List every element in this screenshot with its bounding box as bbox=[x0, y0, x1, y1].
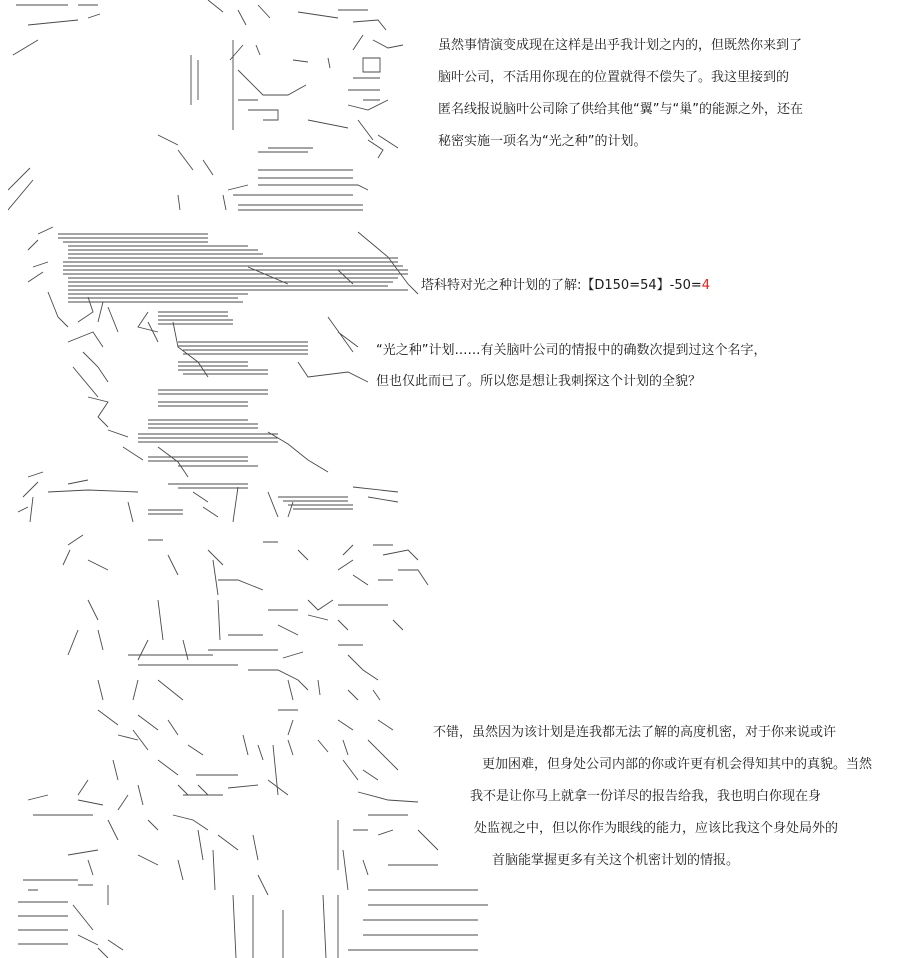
dialogue-line: 秘密实施一项名为“光之种”的计划。 bbox=[438, 134, 647, 149]
panel-2 bbox=[8, 222, 910, 522]
dialogue-line: 处监视之中，但以你作为眼线的能力，应该比我这个身处局外的 bbox=[474, 821, 839, 836]
panel-1 bbox=[8, 0, 910, 215]
dialogue-line: 但也仅此而已了。所以您是想让我刺探这个计划的全貌？ bbox=[376, 374, 702, 389]
dialogue-line: 不错，虽然因为该计划是连我都无法了解的高度机密，对于你来说或许 bbox=[433, 725, 837, 740]
ascii-art-figure-3 bbox=[8, 530, 910, 958]
dice-roll-text: 塔科特对光之种计划的了解:【D150=54】-50= bbox=[421, 278, 702, 293]
dialogue-line: 更加困难，但身处公司内部的你或许更有机会得知其中的真貌。当然 bbox=[482, 757, 873, 772]
dialogue-line: 我不是让你马上就拿一份详尽的报告给我，我也明白你现在身 bbox=[470, 789, 822, 804]
dialogue-line: 脑叶公司，不活用你现在的位置就得不偿失了。我这里接到的 bbox=[438, 70, 790, 85]
panel-3 bbox=[8, 530, 910, 958]
ascii-art-figure-2 bbox=[8, 222, 910, 522]
dice-roll-result: 4 bbox=[701, 278, 711, 293]
dialogue-line: “光之种”计划……有关脑叶公司的情报中的确数次提到过这个名字， bbox=[376, 343, 767, 358]
dialogue-line: 首脑能掌握更多有关这个机密计划的情报。 bbox=[492, 853, 740, 868]
dialogue-line: 虽然事情演变成现在这样是出乎我计划之内的，但既然你来到了 bbox=[438, 38, 803, 53]
dialogue-line: 匿名线报说脑叶公司除了供给其他“翼”与“巢”的能源之外，还在 bbox=[438, 102, 803, 117]
dice-roll-line bbox=[421, 277, 710, 295]
